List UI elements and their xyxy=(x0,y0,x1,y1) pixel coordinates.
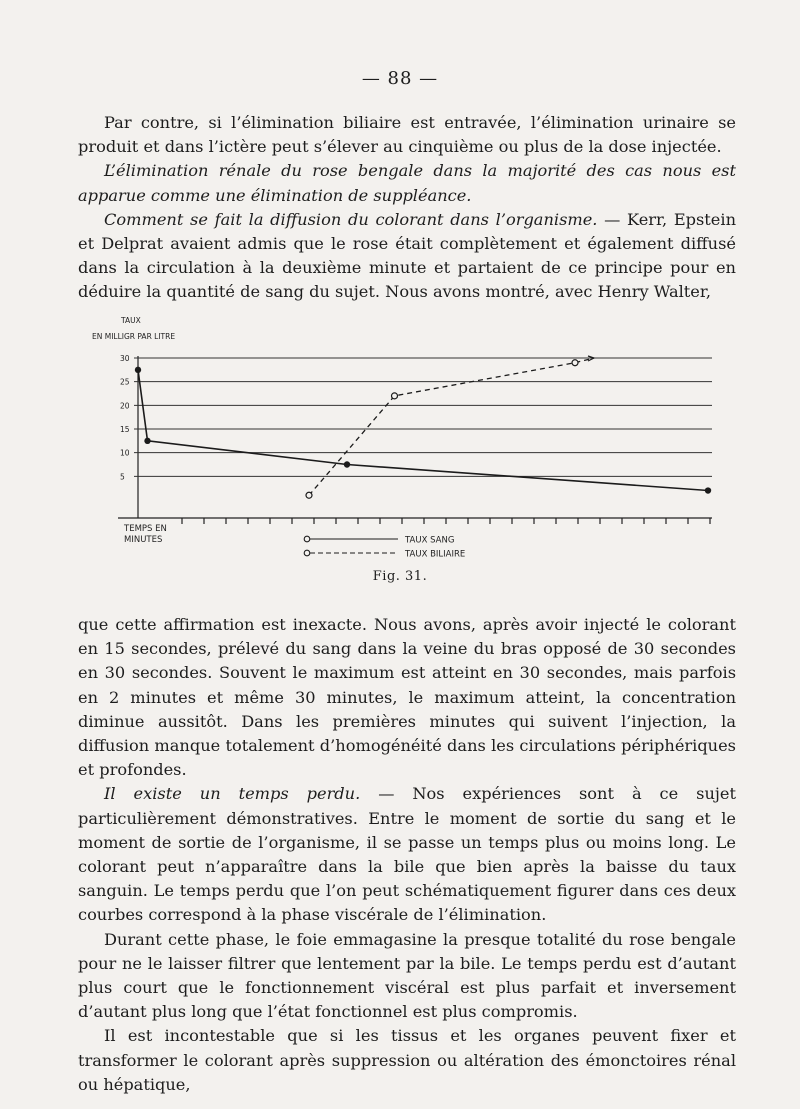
series-line-taux-sang xyxy=(138,370,708,491)
paragraph: que cette affirmation est inexacte. Nous avons, après avoir injecté le colorant en 15 secondes, prélevé du sang dans la veine du bras opposé de 30 secondes en 30 secondes. Souvent le maximum est atteint en 30 secondes, mais parfois en 2 minutes et même 30 minutes, le maximum atteint, la concentration diminue aussitôt. Dans les premières minutes qui suivent l’injection, la diffusion manque totalement d’homogénéité dans les circulations périphériques et profondes. xyxy=(78,615,736,780)
data-point-filled xyxy=(144,438,150,444)
paragraph-italic: L’élimination rénale du rose bengale dans la majorité des cas nous est apparue comme une élimination de suppléance. xyxy=(78,161,736,205)
text-block-bottom xyxy=(78,613,736,1097)
paragraph xyxy=(78,782,736,927)
y-axis-label-line2: EN MILLIGR PAR LITRE xyxy=(92,332,176,341)
y-axis-label-line1: TAUX xyxy=(121,316,141,325)
data-point-open xyxy=(392,393,398,399)
legend-marker-taux-biliaire xyxy=(304,550,310,556)
chart-axes xyxy=(118,354,712,524)
x-axis-label-line2: MINUTES xyxy=(124,535,163,545)
paragraph: Il est incontestable que si les tissus et les organes peuvent fixer et transformer le colorant après suppression ou altération des émonctoires rénal ou hépatique, xyxy=(78,1026,736,1094)
chart-legend xyxy=(304,536,465,560)
y-tick-label: 5 xyxy=(120,472,125,482)
series-line-taux-biliaire xyxy=(309,358,594,495)
paragraph-text: — Kerr, Epstein et Delprat avaient admis que le rose était complètement et également diffusé dans la circulation à la deuxième minute et partaient de ce principe pour en déduire la quantité de sang du sujet. Nous avons montré, avec Henry Walter, xyxy=(78,209,736,302)
figure-caption: Fig. 31. xyxy=(372,569,428,584)
data-point-filled xyxy=(344,461,350,467)
paragraph-text: — Nos expériences sont à ce sujet particulièrement démonstratives. Entre le moment de sortie du sang et le moment de sortie de l’organisme, il se passe un temps plus ou moins long. Le colorant peut n’apparaître dans la bile que bien après la baisse du taux sanguin. Le temps perdu que l’on peut schématiquement figurer dans ces deux courbes correspond à la phase viscérale de l’élimination. xyxy=(78,784,736,925)
y-tick-label: 15 xyxy=(120,425,130,434)
data-point-open xyxy=(306,492,312,498)
chart-labels xyxy=(92,316,175,545)
section-heading-italic: Comment se fait la diffusion du colorant dans l’organisme. xyxy=(104,209,598,229)
chart-series xyxy=(135,356,711,498)
y-tick-label: 20 xyxy=(120,401,130,411)
page-number: — 88 — xyxy=(361,68,439,89)
legend-marker-taux-sang xyxy=(304,536,310,542)
y-tick-label: 10 xyxy=(120,448,130,458)
paragraph: Par contre, si l’élimination biliaire est entravée, l’élimination urinaire se produit et dans l’ictère peut s’élever au cinquième ou plus de la dose injectée. xyxy=(78,113,736,157)
y-tick-label: 30 xyxy=(120,354,130,363)
data-point-open xyxy=(572,360,578,366)
legend-label-taux-sang: TAUX SANG xyxy=(405,535,455,546)
y-tick-label: 25 xyxy=(120,377,130,387)
data-point-filled xyxy=(705,487,711,493)
section-heading-italic: Il existe un temps perdu. xyxy=(104,784,361,804)
paragraph: Durant cette phase, le foie emmagasine la presque totalité du rose bengale pour ne le laisser filtrer que lentement par la bile. Le temps perdu est d’autant plus court que le fonctionnement viscéral est plus parfait et inversement d’autant plus long que l’état fonctionnel est plus compromis. xyxy=(78,929,736,1022)
legend-label-taux-biliaire: TAUX BILIAIRE xyxy=(405,549,466,560)
data-point-filled xyxy=(135,367,141,373)
x-axis-label-line1: TEMPS EN xyxy=(124,524,167,534)
